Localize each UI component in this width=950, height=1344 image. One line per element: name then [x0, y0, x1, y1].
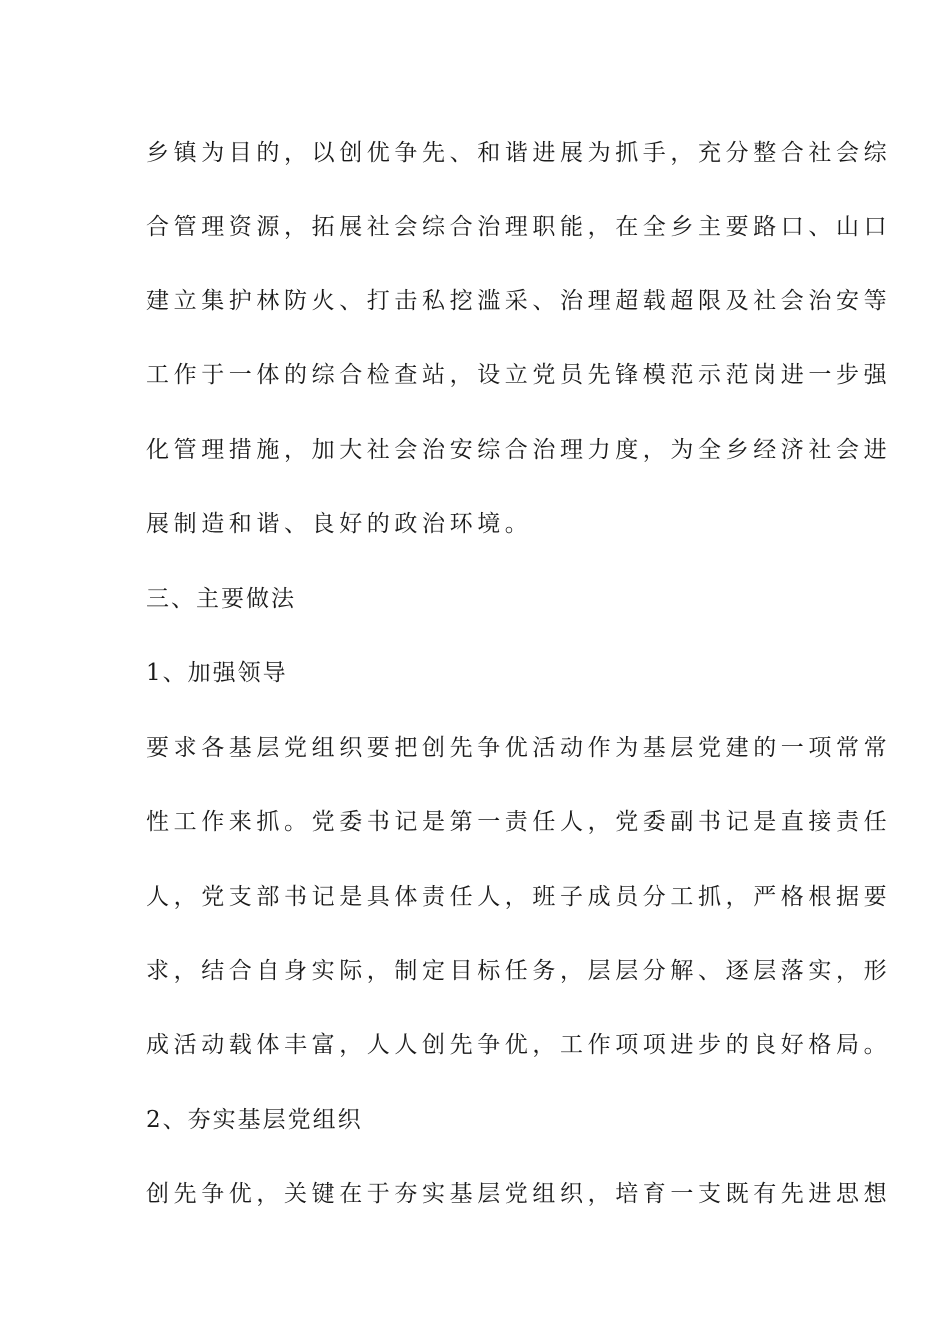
- paragraph-2-line-3: 人，党支部书记是具体责任人，班子成员分工抓，严格根据要: [146, 884, 892, 910]
- paragraph-1-line-5: 化管理措施，加大社会治安综合治理力度，为全乡经济社会进: [146, 437, 892, 463]
- paragraph-2-line-1: 要求各基层党组织要把创先争优活动作为基层党建的一项常常: [146, 735, 892, 761]
- paragraph-1-line-3: 建立集护林防火、打击私挖滥采、治理超载超限及社会治安等: [146, 288, 892, 314]
- paragraph-1-line-1: 乡镇为目的，以创优争先、和谐进展为抓手，充分整合社会综: [146, 140, 892, 166]
- paragraph-2-line-4: 求，结合自身实际，制定目标任务，层层分解、逐层落实，形: [146, 958, 892, 984]
- subheading-2: 2、夯实基层党组织: [146, 1107, 363, 1133]
- paragraph-3-line-1: 创先争优，关键在于夯实基层党组织，培育一支既有先进思想: [146, 1181, 892, 1207]
- section-heading: 三、主要做法: [146, 586, 296, 612]
- paragraph-1-line-4: 工作于一体的综合检查站，设立党员先锋模范示范岗进一步强: [146, 362, 892, 388]
- paragraph-2-line-2: 性工作来抓。党委书记是第一责任人，党委副书记是直接责任: [146, 809, 892, 835]
- paragraph-2-line-5: 成活动载体丰富，人人创先争优，工作项项进步的良好格局。: [146, 1032, 892, 1058]
- paragraph-1-line-6: 展制造和谐、良好的政治环境。: [146, 511, 533, 537]
- subheading-1: 1、加强领导: [146, 660, 288, 686]
- paragraph-1-line-2: 合管理资源，拓展社会综合治理职能，在全乡主要路口、山口: [146, 214, 892, 240]
